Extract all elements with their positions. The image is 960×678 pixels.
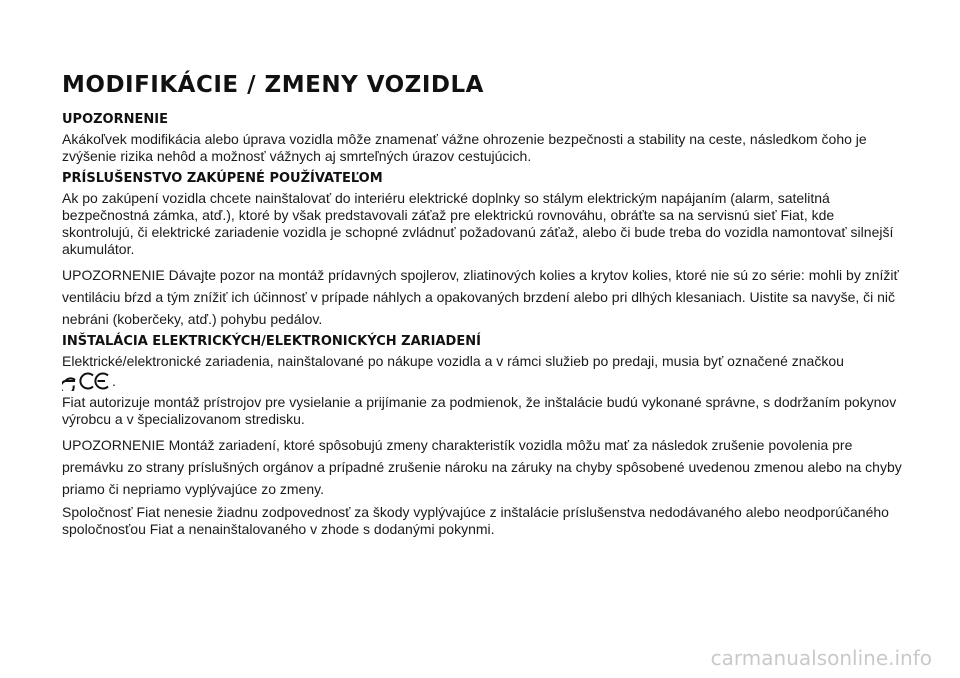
installation-heading: INŠTALÁCIA ELEKTRICKÝCH/ELEKTRONICKÝCH ZARIADENÍ — [62, 334, 481, 349]
mark-row — [62, 370, 907, 392]
accessories-text: Ak po zakúpení vozidla chcete nainštalovať do interiéru elektrické doplnky so stálym elektrickým napájaním (alarm, satelitná bezpečnostná zámka, atď.), ktoré by však predstavovali záťaž pre elektrickú rovnováhu, obráťte sa na servisnú sieť Fiat, kde skontrolujú, či elektrické zariadenie vozidla je schopné zvládnuť požadovanú záťaž, alebo či bude treba do vozidla namontovať silnejší akumulátor. — [62, 190, 894, 257]
manual-page — [62, 72, 907, 544]
warning-text: Akákoľvek modifikácia alebo úprava vozidla môže znamenať vážne ohrozenie bezpečnosti a stability na ceste, následkom čoho je zvýšenie rizika nehôd a možnosť vážnych aj smrteľných úrazov cestujúcich. — [62, 131, 867, 164]
page-title: MODIFIKÁCIE / ZMENY VOZIDLA — [62, 72, 484, 98]
e-ce-mark-icon — [62, 371, 112, 391]
warning-heading: UPOZORNENIE — [62, 112, 168, 127]
mark-suffix: . — [112, 373, 116, 389]
watermark: carmanualsonline.info — [710, 646, 932, 670]
liability-text: Spoločnosť Fiat nenesie žiadnu zodpovednosť za škody vyplývajúce z inštalácie príslušenstva nedodávaného alebo neodporúčaného spoločnosťou Fiat a nenainštalovaného v zhode s dodanými pokynmi. — [62, 504, 889, 537]
accessories-heading: PRÍSLUŠENSTVO ZAKÚPENÉ POUŽÍVATEĽOM — [62, 171, 383, 186]
authorization-text: Fiat autorizuje montáž prístrojov pre vysielanie a prijímanie za podmienok, že inštalácie budú vykonané správne, s dodržaním pokynov výrobcu a v špecializovanom stredisku. — [62, 394, 897, 427]
spoiler-warning-text: UPOZORNENIE Dávajte pozor na montáž prídavných spojlerov, zliatinových kolies a krytov kolies, ktoré nie sú zo série: mohli by znížiť ventiláciu bŕzd a tým znížiť ich účinnosť v prípade náhlych a opakovaných brzdení alebo pri dlhých klesaniach. Uistite sa navyše, či nič nebráni (koberčeky, atď.) pohybu pedálov. — [62, 267, 899, 327]
installation-warning-text: UPOZORNENIE Montáž zariadení, ktoré spôsobujú zmeny charakteristík vozidla môžu mať za následok zrušenie povolenia pre premávku zo strany príslušných orgánov a prípadné zrušenie nároku na záruky na chyby spôsobené uvedenou zmenou alebo na chyby priamo či nepriamo vyplývajúce zo zmeny. — [62, 437, 902, 497]
installation-text: Elektrické/elektronické zariadenia, nainštalované po nákupe vozidla a v rámci služieb po predaji, musia byť označené značkou — [62, 353, 844, 369]
